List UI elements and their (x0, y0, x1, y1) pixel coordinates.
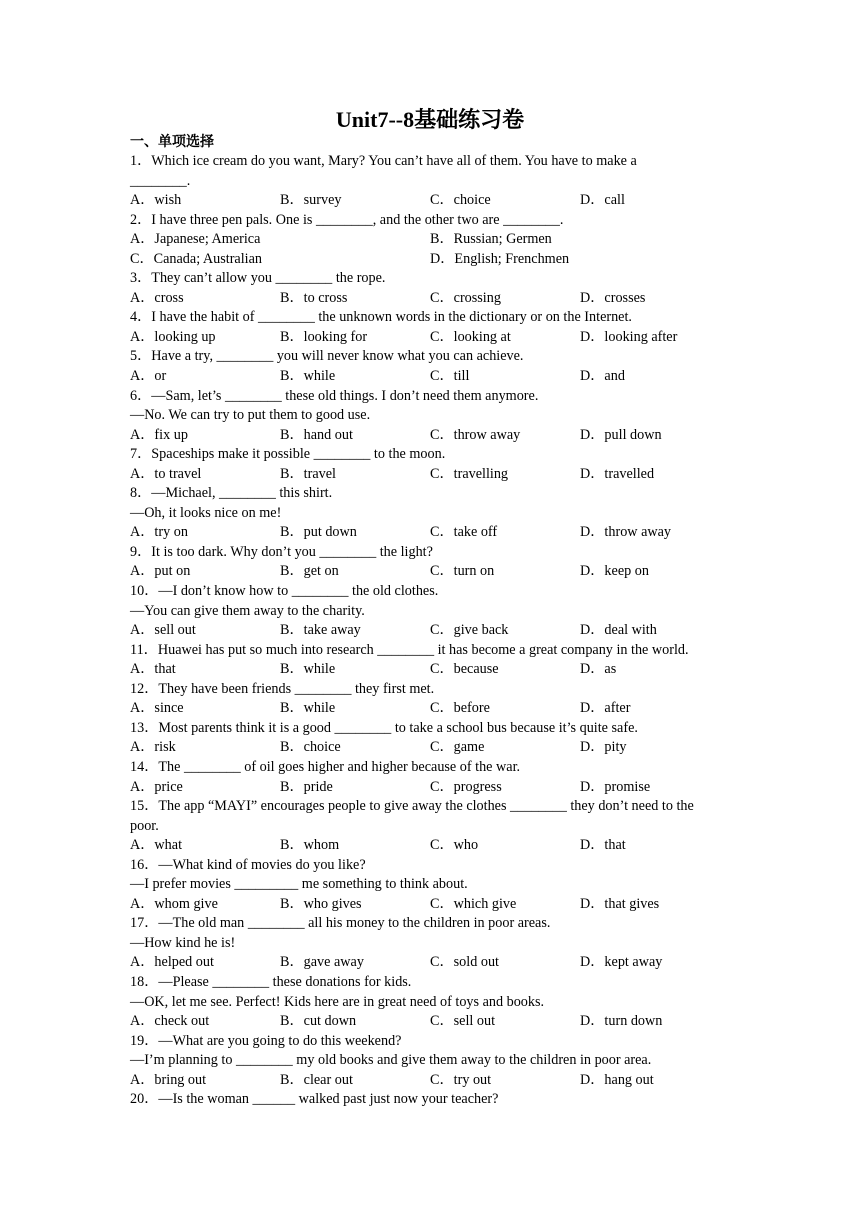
answer-option: A．sell out (130, 622, 196, 639)
answer-option: C．try out (430, 1071, 492, 1088)
question-stem: 14．The ________ of oil goes higher and higher because of the war. (130, 758, 521, 775)
question-14 (130, 758, 735, 797)
answer-option: B．take away (280, 622, 361, 639)
question-line: —No. We can try to put them to good use. (130, 407, 371, 424)
question-1 (130, 152, 735, 211)
question-stem: 6．—Sam, let’s ________ these old things. I don’t need them anymore. (130, 387, 539, 404)
question-8 (130, 484, 735, 543)
answer-option: A．cross (130, 289, 184, 306)
question-7 (130, 445, 735, 484)
question-4 (130, 308, 735, 347)
options-row (130, 328, 735, 348)
answer-option: A．or (130, 368, 167, 385)
answer-option: D．that gives (580, 895, 660, 912)
answer-option: A．try on (130, 524, 188, 541)
question-stem: 1．Which ice cream do you want, Mary? You can’t have all of them. You have to make a (130, 153, 637, 169)
answer-option: C．till (430, 368, 470, 385)
question-list (130, 152, 735, 1110)
answer-option: C．because (430, 661, 499, 678)
question-stem: 2．I have three pen pals. One is ________, and the other two are ________. (130, 211, 564, 228)
answer-option: C．crossing (430, 289, 501, 306)
answer-option: B．choice (280, 739, 341, 756)
question-line: —OK, let me see. Perfect! Kids here are in great need of toys and books. (130, 993, 545, 1010)
question-line: —Oh, it looks nice on me! (130, 504, 282, 521)
answer-option: C．before (430, 700, 490, 717)
answer-option: A．that (130, 661, 176, 678)
question-stem: 13．Most parents think it is a good ________ to take a school bus because it’s quite safe. (130, 719, 638, 736)
answer-option: D．call (580, 192, 625, 209)
answer-option: B．gave away (280, 954, 364, 971)
answer-option: B．while (280, 368, 336, 385)
question-17 (130, 914, 735, 973)
question-20 (130, 1090, 735, 1110)
options-row (130, 523, 735, 543)
answer-option: B．cut down (280, 1013, 357, 1030)
options-row (130, 465, 735, 485)
answer-option: A．wish (130, 192, 182, 209)
options-row (130, 230, 735, 250)
question-stem: 18．—Please ________ these donations for kids. (130, 973, 412, 990)
question-12 (130, 680, 735, 719)
options-row (130, 367, 735, 387)
answer-option: B．while (280, 661, 336, 678)
question-stem: 12．They have been friends ________ they first met. (130, 680, 435, 697)
answer-option: D．looking after (580, 328, 678, 345)
answer-option: B．while (280, 700, 336, 717)
answer-option: C．which give (430, 895, 517, 912)
options-row (130, 953, 735, 973)
answer-option: B．travel (280, 465, 336, 482)
question-stem: 4．I have the habit of ________ the unknown words in the dictionary or on the Internet. (130, 309, 632, 326)
answer-option: D．after (580, 700, 631, 717)
answer-option: C．choice (430, 192, 491, 209)
answer-option: C．turn on (430, 563, 495, 580)
answer-option: B．put down (280, 524, 357, 541)
answer-option: B．get on (280, 563, 339, 580)
answer-option: A．what (130, 837, 183, 854)
answer-option: B．pride (280, 778, 333, 795)
options-row (130, 1071, 735, 1091)
answer-option: D．crosses (580, 289, 646, 306)
answer-option: A．price (130, 778, 183, 795)
options-row (130, 191, 735, 211)
answer-option: D．that (580, 837, 626, 854)
section-heading: 一、单项选择 (130, 134, 214, 150)
answer-option: C．progress (430, 778, 502, 795)
question-line: ________. (130, 172, 191, 189)
answer-option: D．as (580, 661, 617, 678)
question-18 (130, 973, 735, 1032)
question-stem: 10．—I don’t know how to ________ the old clothes. (130, 583, 439, 600)
question-10 (130, 582, 735, 641)
question-15 (130, 797, 735, 856)
answer-option: D．turn down (580, 1013, 663, 1030)
answer-option: D．English; Frenchmen (430, 250, 570, 267)
answer-option: D．kept away (580, 954, 663, 971)
answer-option: A．to travel (130, 465, 202, 482)
question-line: poor. (130, 817, 159, 834)
options-row (130, 738, 735, 758)
question-19 (130, 1032, 735, 1091)
options-row (130, 250, 735, 270)
answer-option: D．travelled (580, 465, 655, 482)
answer-option: C．take off (430, 524, 498, 541)
answer-option: A．helped out (130, 954, 214, 971)
options-row (130, 562, 735, 582)
options-row (130, 699, 735, 719)
options-row (130, 836, 735, 856)
answer-option: D．pity (580, 739, 627, 756)
question-13 (130, 719, 735, 758)
question-3 (130, 269, 735, 308)
answer-option: D．promise (580, 778, 651, 795)
question-5 (130, 347, 735, 386)
question-stem: 8．—Michael, ________ this shirt. (130, 485, 333, 502)
question-16 (130, 856, 735, 915)
answer-option: C．give back (430, 622, 509, 639)
answer-option: C．looking at (430, 328, 511, 345)
answer-option: B．whom (280, 837, 340, 854)
question-2 (130, 211, 735, 270)
answer-option: D．keep on (580, 563, 649, 580)
question-stem: 19．—What are you going to do this weekend? (130, 1032, 402, 1049)
answer-option: D．deal with (580, 622, 657, 639)
question-stem: 5．Have a try, ________ you will never know what you can achieve. (130, 348, 524, 365)
options-row (130, 289, 735, 309)
answer-option: C．sell out (430, 1013, 496, 1030)
page-title: Unit7--8基础练习卷 (335, 107, 525, 132)
answer-option: D．pull down (580, 426, 662, 443)
answer-option: B．looking for (280, 328, 368, 345)
options-row (130, 621, 735, 641)
answer-option: B．survey (280, 192, 342, 209)
question-line: —How kind he is! (130, 934, 236, 951)
answer-option: B．Russian; Germen (430, 231, 552, 248)
question-stem: 11．Huawei has put so much into research ________ it has become a great company in the world. (130, 641, 689, 658)
answer-option: C．sold out (430, 954, 499, 971)
question-11 (130, 641, 735, 680)
question-stem: 9．It is too dark. Why don’t you ________ the light? (130, 543, 433, 560)
question-9 (130, 543, 735, 582)
answer-option: D．throw away (580, 524, 672, 541)
answer-option: A．Japanese; America (130, 231, 261, 248)
question-line: —I prefer movies _________ me something to think about. (130, 876, 468, 893)
question-stem: 15．The app “MAYI” encourages people to give away the clothes ________ they don’t need to the (130, 798, 694, 815)
answer-option: D．hang out (580, 1071, 654, 1088)
answer-option: C．who (430, 837, 479, 854)
question-stem: 17．—The old man ________ all his money to the children in poor areas. (130, 915, 551, 932)
answer-option: B．to cross (280, 289, 348, 306)
answer-option: B．clear out (280, 1071, 353, 1088)
answer-option: A．check out (130, 1013, 210, 1030)
question-line: —I’m planning to ________ my old books and give them away to the children in poor area. (130, 1052, 652, 1069)
answer-option: C．throw away (430, 426, 521, 443)
question-stem: 3．They can’t allow you ________ the rope. (130, 270, 386, 287)
answer-option: C．travelling (430, 465, 509, 482)
answer-option: A．since (130, 700, 184, 717)
answer-option: A．fix up (130, 426, 188, 443)
question-6 (130, 387, 735, 446)
question-line: —You can give them away to the charity. (130, 602, 365, 619)
answer-option: A．whom give (130, 895, 218, 912)
answer-option: D．and (580, 368, 625, 385)
answer-option: A．risk (130, 739, 176, 756)
options-row (130, 778, 735, 798)
answer-option: A．bring out (130, 1071, 207, 1088)
answer-option: C．game (430, 739, 485, 756)
answer-option: C．Canada; Australian (130, 250, 262, 267)
answer-option: A．put on (130, 563, 191, 580)
options-row (130, 1012, 735, 1032)
options-row (130, 895, 735, 915)
answer-option: B．who gives (280, 895, 362, 912)
answer-option: B．hand out (280, 426, 353, 443)
question-stem: 16．—What kind of movies do you like? (130, 856, 366, 873)
answer-option: A．looking up (130, 328, 216, 345)
question-stem: 7．Spaceships make it possible ________ to the moon. (130, 446, 446, 463)
question-stem: 20．—Is the woman ______ walked past just now your teacher? (130, 1091, 499, 1108)
options-row (130, 660, 735, 680)
options-row (130, 426, 735, 446)
